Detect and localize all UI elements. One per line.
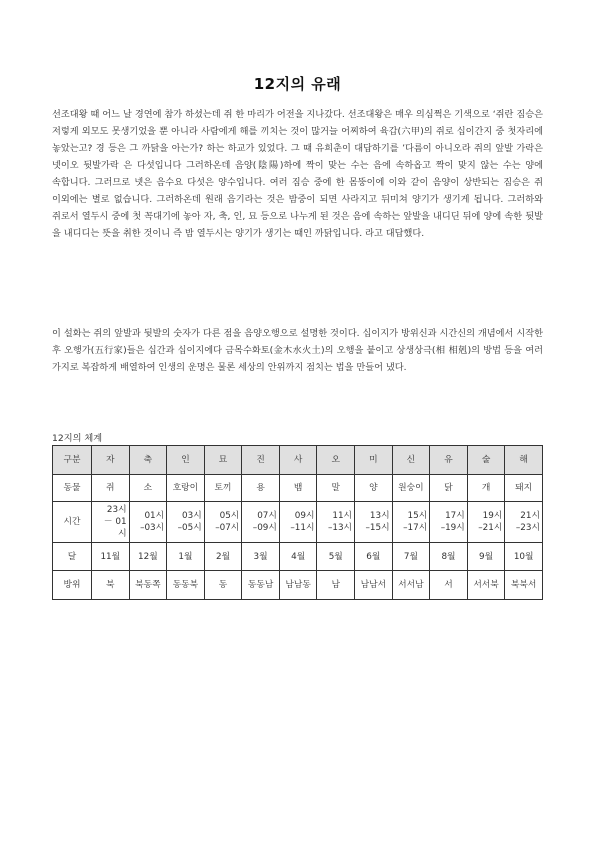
table-cell: 3월 — [242, 543, 280, 571]
table-cell: 개 — [467, 475, 505, 502]
table-cell: 6월 — [355, 543, 393, 571]
header-cell: 오 — [317, 446, 355, 475]
time-cell: 23시 － 01 시 — [92, 502, 130, 543]
table-cell: 용 — [242, 475, 280, 502]
time-cell: 15시 –17시 — [392, 502, 430, 543]
table-cell: 2월 — [204, 543, 242, 571]
table-cell: 12월 — [129, 543, 167, 571]
header-cell: 인 — [167, 446, 205, 475]
table-cell: 남남동 — [279, 571, 317, 600]
table-header-row — [53, 446, 543, 475]
table-cell: 1월 — [167, 543, 205, 571]
row-label: 달 — [53, 543, 92, 571]
table-caption: 12지의 체계 — [52, 433, 103, 444]
table-cell: 남남서 — [355, 571, 393, 600]
table-cell: 돼지 — [505, 475, 543, 502]
table-cell: 뱀 — [279, 475, 317, 502]
header-cell: 미 — [355, 446, 393, 475]
table-cell: 서서북 — [467, 571, 505, 600]
explanation-paragraph: 이 설화는 쥐의 앞발과 뒷발의 숫자가 다른 점을 음양오행으로 설명한 것이다. 십이지가 방위신과 시간신의 개념에서 시작한 후 오행가(五行家)들은 십간과 십이지에다 금목수화토(金木水火土)의 오행을 붙이고 상생상극(相 相剋)의 방법 등을 여러 가지로 복잡하게 배열하여 인생의 운명은 물론 세상의 안위까지 점치는 법을 만들어 냈다. — [52, 328, 543, 373]
table-cell: 북 — [92, 571, 130, 600]
table-row-direction — [53, 571, 543, 600]
table-row-animal — [53, 475, 543, 502]
row-label: 시간 — [53, 502, 92, 543]
page-title: 12지의 유래 — [253, 75, 342, 93]
table-cell: 닭 — [430, 475, 468, 502]
table-cell: 동 — [204, 571, 242, 600]
table-cell: 동동남 — [242, 571, 280, 600]
table-cell: 쥐 — [92, 475, 130, 502]
row-label: 동물 — [53, 475, 92, 502]
table-cell: 남 — [317, 571, 355, 600]
time-cell: 19시 –21시 — [467, 502, 505, 543]
header-cell: 유 — [430, 446, 468, 475]
time-cell: 17시 –19시 — [430, 502, 468, 543]
header-cell: 축 — [129, 446, 167, 475]
table-cell: 서서남 — [392, 571, 430, 600]
header-cell: 술 — [467, 446, 505, 475]
header-cell: 묘 — [204, 446, 242, 475]
table-cell: 10월 — [505, 543, 543, 571]
table-cell: 4월 — [279, 543, 317, 571]
table-cell: 원숭이 — [392, 475, 430, 502]
time-cell: 03시 –05시 — [167, 502, 205, 543]
table-cell: 양 — [355, 475, 393, 502]
table-cell: 9월 — [467, 543, 505, 571]
time-cell: 21시 –23시 — [505, 502, 543, 543]
table-cell: 토끼 — [204, 475, 242, 502]
table-row-time — [53, 502, 543, 543]
time-cell: 09시 –11시 — [279, 502, 317, 543]
header-cell: 사 — [279, 446, 317, 475]
header-cell: 진 — [242, 446, 280, 475]
table-cell: 북북서 — [505, 571, 543, 600]
row-label: 방위 — [53, 571, 92, 600]
time-cell: 01시 –03시 — [129, 502, 167, 543]
time-cell: 13시 –15시 — [355, 502, 393, 543]
table-cell: 소 — [129, 475, 167, 502]
table-cell: 동동북 — [167, 571, 205, 600]
story-paragraph: 선조대왕 때 어느 날 경연에 참가 하셨는데 쥐 한 마리가 어전을 지나갔다. 선조대왕은 매우 의심쩍은 기색으로 ‘쥐란 짐승은 저렇게 외모도 못생기었을 뿐 아니라 사람에게 해를 끼치는 것이 많거늘 어찌하여 육갑(六甲)의 쥐로 십이간지 중 첫자리에 놓았는고? 경 등은 그 까닭을 아는가? 하는 하교가 있었다. 그 때 유희춘이 대답하기를 ’다름이 아니오라 쥐의 앞발 가락은 넷이오 뒷발가락 은 다섯입니다 그러하온데 음양(陰陽)하에 짝이 맞는 수는 음에 속하옵고 짝이 맞지 않는 수는 양에 속합니다. 그러므로 넷은 음수요 다섯은 양수입니다. 여러 짐승 중에 한 몸뚱이에 이와 같이 음양이 상반되는 짐승은 쥐 이외에는 별로 없습니다. 그러하온데 원래 음기라는 것은 밤중이 되면 사라지고 뒤미쳐 양기가 생기게 됩니다. 그러하와 쥐로서 열두시 중에 첫 꼭대기에 놓아 자, 축, 인, 묘 등으로 나누게 된 것은 음에 속하는 앞발을 내디딘 뒤에 양에 속한 뒷발 을 내디디는 뜻을 취한 것이니 즉 밤 열두시는 양기가 생기는 때인 까닭입니다. 라고 대답했다. — [52, 109, 543, 239]
table-cell: 서 — [430, 571, 468, 600]
time-cell: 07시 –09시 — [242, 502, 280, 543]
time-cell: 05시 –07시 — [204, 502, 242, 543]
table-cell: 11월 — [92, 543, 130, 571]
time-cell: 11시 –13시 — [317, 502, 355, 543]
table-cell: 8월 — [430, 543, 468, 571]
header-cell: 해 — [505, 446, 543, 475]
table-cell: 호랑이 — [167, 475, 205, 502]
header-cell: 신 — [392, 446, 430, 475]
table-cell: 5월 — [317, 543, 355, 571]
zodiac-table — [52, 445, 543, 600]
table-cell: 7월 — [392, 543, 430, 571]
table-row-month — [53, 543, 543, 571]
header-cell: 자 — [92, 446, 130, 475]
table-cell: 말 — [317, 475, 355, 502]
table-cell: 북동쪽 — [129, 571, 167, 600]
header-cell: 구분 — [53, 446, 92, 475]
